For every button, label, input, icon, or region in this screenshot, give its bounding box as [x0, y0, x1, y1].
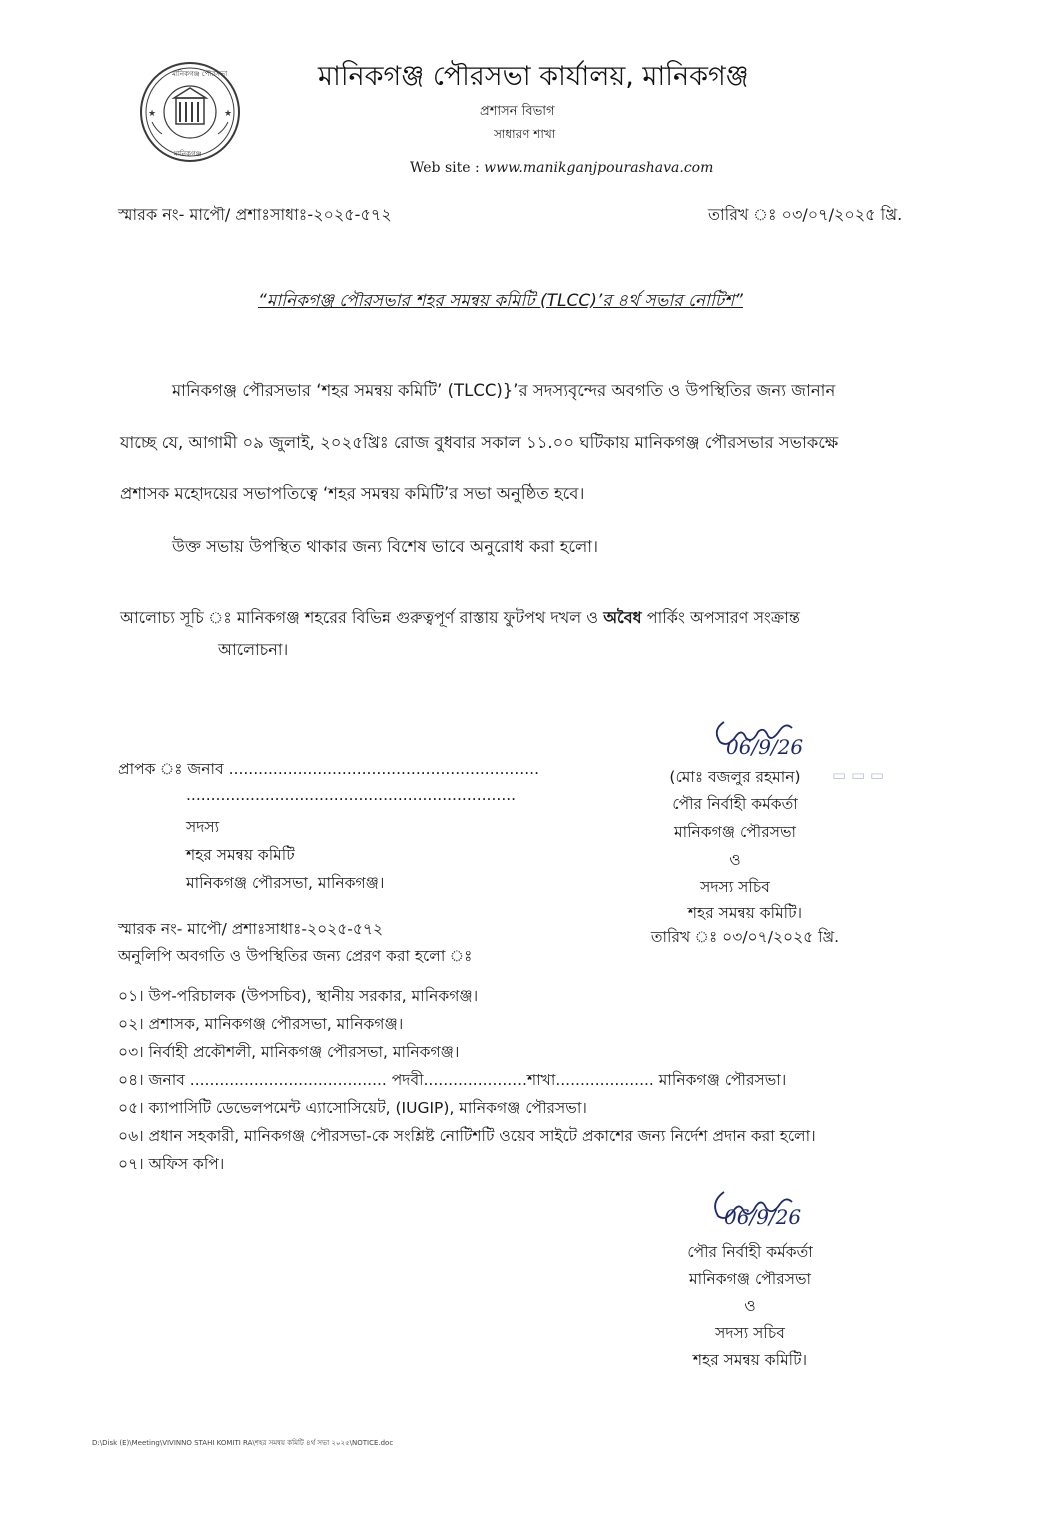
copy-intro: অনুলিপি অবগতি ও উপস্থিতির জন্য প্রেরণ করা হলো ঃ — [118, 947, 473, 965]
memo-date: তারিখ ঃ ০৩/০৭/২০২৫ খ্রি. — [708, 205, 903, 224]
svg-text:★: ★ — [148, 109, 157, 119]
signature-1-role: সদস্য সচিব — [700, 878, 770, 896]
signature-2-date: 06/9/26 — [724, 1205, 802, 1229]
municipality-seal — [138, 60, 242, 164]
signature-1-designation: পৌর নির্বাহী কর্মকর্তা — [672, 795, 798, 813]
signature-2-and: ও — [744, 1297, 756, 1315]
copy-item-5: ০৫। ক্যাপাসিটি ডেভেলপমেন্ট এ্যাসোসিয়েট, (IUGIP), মানিকগঞ্জ পৌরসভা। — [118, 1099, 587, 1117]
body-line-2: যাচ্ছে যে, আগামী ০৯ জুলাই, ২০২৫খ্রিঃ রোজ বুধবার সকাল ১১.০০ ঘটিকায় মানিকগঞ্জ পৌরসভার সভাকক্ষে — [120, 433, 839, 452]
seal-text-bottom: মানিকগঞ্জ — [174, 150, 202, 158]
seal-text-top: মানিকগঞ্জ পৌরসভা — [172, 70, 228, 78]
agenda-text-end: পার্কিং অপসারণ সংক্রান্ত — [641, 608, 800, 627]
website-url: www.manikganjpourashava.com — [484, 160, 714, 176]
recipient-line-3: সদস্য — [186, 818, 220, 836]
department: প্রশাসন বিভাগ — [480, 104, 555, 119]
copy-item-6: ০৬। প্রধান সহকারী, মানিকগঞ্জ পৌরসভা-কে সংশ্লিষ্ট নোটিশটি ওয়েব সাইটে প্রকাশের জন্য নির্দেশ প্রদান করা হলো। — [118, 1127, 816, 1145]
signature-2-designation: পৌর নির্বাহী কর্মকর্তা — [687, 1243, 813, 1261]
signature-1-date-line: তারিখ ঃ ০৩/০৭/২০২৫ খ্রি. — [650, 928, 840, 946]
body-line-4: উক্ত সভায় উপস্থিত থাকার জন্য বিশেষ ভাবে অনুরোধ করা হলো। — [172, 537, 598, 556]
svg-text:★: ★ — [224, 109, 233, 119]
agenda-bold: অবৈধ — [603, 608, 642, 627]
signature-1-date: 06/9/26 — [726, 735, 804, 758]
recipient-line-4: শহর সমন্বয় কমিটি — [186, 846, 295, 864]
notice-subject: “মানিকগঞ্জ পৌরসভার শহর সমন্বয় কমিটি (TLCC)’র ৪র্থ সভার নোটিশ” — [258, 291, 743, 311]
agenda-line-1 — [120, 605, 800, 632]
body-line-3: প্রশাসক মহোদয়ের সভাপতিত্বে ‘শহর সমন্বয় কমিটি’র সভা অনুষ্ঠিত হবে। — [120, 484, 585, 503]
signature-2-office: মানিকগঞ্জ পৌরসভা — [688, 1270, 811, 1288]
website-line — [410, 160, 713, 176]
signature-1-name: (মোঃ বজলুর রহমান) — [669, 768, 801, 786]
body-line-1: মানিকগঞ্জ পৌরসভার ‘শহর সমন্বয় কমিটি’ (TLCC)}’র সদস্যবৃন্দের অবগতি ও উপস্থিতির জন্য জানান — [172, 381, 836, 400]
copy-item-1: ০১। উপ-পরিচালক (উপসচিব), স্থানীয় সরকার, মানিকগঞ্জ। — [118, 987, 479, 1005]
signature-2-committee: শহর সমন্বয় কমিটি। — [692, 1351, 808, 1369]
recipient-line-5: মানিকগঞ্জ পৌরসভা, মানিকগঞ্জ। — [186, 874, 385, 892]
signature-1-committee: শহর সমন্বয় কমিটি। — [687, 904, 803, 922]
copy-item-2: ০২। প্রশাসক, মানিকগঞ্জ পৌরসভা, মানিকগঞ্জ। — [118, 1015, 404, 1033]
agenda-text: আলোচ্য সূচি ঃ মানিকগঞ্জ শহরের বিভিন্ন গুরুত্বপূর্ণ রাস্তায় ফুটপথ দখল ও — [120, 608, 604, 627]
copy-item-3: ০৩। নির্বাহী প্রকৌশলী, মানিকগঞ্জ পৌরসভা, মানিকগঞ্জ। — [118, 1043, 460, 1061]
copy-ref: স্মারক নং- মাপৌ/ প্রশাঃসাধাঃ-২০২৫-৫৭২ — [118, 920, 384, 938]
signature-2-role: সদস্য সচিব — [715, 1324, 785, 1342]
agenda-line-2: আলোচনা। — [218, 640, 289, 659]
signature-1-office: মানিকগঞ্জ পৌরসভা — [673, 823, 796, 841]
faded-stamp: ▭ ▭ ▭ — [832, 766, 885, 784]
recipient-line-1: প্রাপক ঃ জনাব ............................................................... — [118, 760, 539, 778]
copy-item-4: ০৪। জনাব ........................................ পদবী.....................শাখা.................... মানিকগঞ্জ পৌরসভা। — [118, 1071, 787, 1089]
memo-ref: স্মারক নং- মাপৌ/ প্রশাঃসাধাঃ-২০২৫-৫৭২ — [118, 205, 392, 224]
footer-file-path: D:\Disk (E)\Meeting\VIVINNO STAHI KOMITI RA\শহর সমন্বয় কমিটি ৪র্থ সভা ২০২৫\NOTICE.doc — [92, 1439, 394, 1447]
website-label: Web site : — [410, 160, 480, 176]
signature-1-and: ও — [729, 851, 741, 869]
org-title: মানিকগঞ্জ পৌরসভা কার্যালয়, মানিকগঞ্জ — [318, 61, 749, 92]
recipient-line-2: ................................................................... — [186, 786, 517, 804]
copy-item-7: ০৭। অফিস কপি। — [118, 1155, 225, 1173]
signature-1-image — [706, 708, 896, 758]
branch: সাধারণ শাখা — [494, 127, 556, 141]
signature-2-image — [702, 1180, 902, 1230]
